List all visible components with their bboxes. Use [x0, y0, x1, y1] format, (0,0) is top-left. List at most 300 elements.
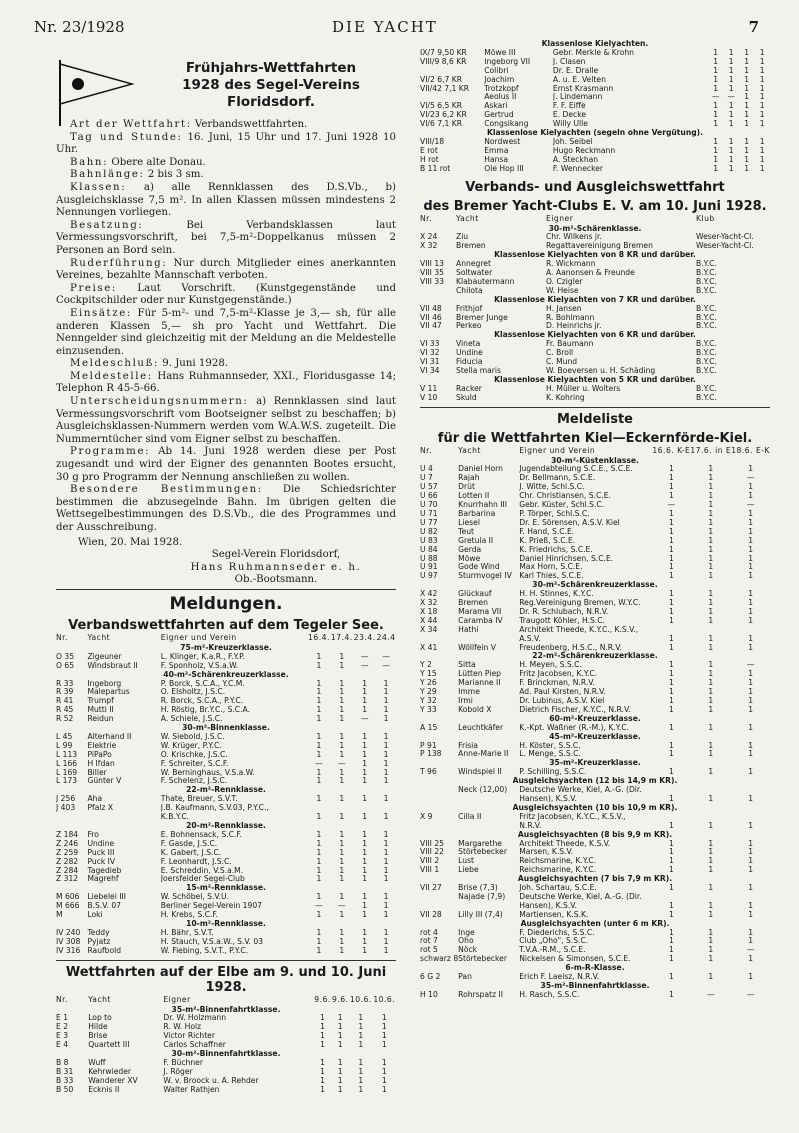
- owner-club: Karl Thies, S.C.E.: [519, 572, 584, 581]
- table-row: [56, 1032, 396, 1041]
- class-heading: Klassenlose Kielyachten von 8 KR und darüber.: [494, 251, 696, 260]
- race-entry: [731, 626, 770, 635]
- race-entry: —: [706, 990, 715, 999]
- race-entry: [690, 626, 731, 635]
- announcement-paragraph: Unterscheidungsnummern: a) Rennklassen sind laut Vermessungsvorschrift vom Bootseigner selbst zu beschaffen; b) Ausgleichsklassen-Nummern werden vom W.A.W.S. zugeteilt. Die Nummerntücher sind vom Eigner selbst zu beschaffen.: [56, 396, 396, 445]
- owner-club: J. Röger: [163, 1067, 193, 1076]
- race-entry: 1: [362, 768, 368, 777]
- race-entry: 1: [668, 527, 674, 536]
- announcement-paragraph: Besatzung: Bei Verbandsklassen laut Vermessungsvorschrift, bei 7,5-m²-Doppelkanus müssen 2 Personen an Bord sein.: [56, 219, 396, 256]
- race-entry: —: [315, 759, 323, 768]
- yacht-name: Windspiel II: [458, 768, 502, 777]
- owner-club: Dr. E. Sörensen, A.S.V. Kiel: [519, 518, 620, 527]
- yacht-name: Undine: [456, 349, 483, 358]
- column-header: Yacht: [87, 633, 111, 642]
- sail-number: VI/5 6,5 KR: [420, 102, 462, 111]
- yacht-name: Neck (12,00): [458, 786, 508, 795]
- yacht-name: Nordwest: [484, 137, 521, 146]
- yacht-name: Quartett III: [88, 1041, 130, 1050]
- race-entry: [731, 786, 770, 795]
- race-entry: 1: [744, 102, 750, 111]
- club: Weser-Yacht-Cl.: [696, 242, 754, 251]
- table-header-row: [420, 215, 770, 225]
- table-row: [420, 572, 770, 581]
- owner-club: R. W. Holz: [163, 1023, 202, 1032]
- table-row: [56, 751, 396, 760]
- race-entry: 1: [748, 901, 754, 910]
- yacht-name: Teut: [458, 527, 474, 536]
- sail-number: U 88: [420, 554, 438, 563]
- race-entry: 1: [748, 839, 754, 848]
- table-row: [56, 911, 396, 920]
- race-entry: 1: [383, 777, 389, 786]
- table-row: [420, 322, 770, 331]
- race-entry: 1: [339, 732, 345, 741]
- race-entry: 1: [358, 1014, 364, 1023]
- yacht-name: Caramba IV: [458, 616, 503, 625]
- table-row: [420, 340, 770, 349]
- sail-number: rot 5: [420, 946, 438, 955]
- yacht-name: Liesel: [458, 518, 480, 527]
- yacht-name: Aha: [87, 795, 103, 804]
- race-entry: 1: [708, 634, 714, 643]
- race-entry: 1: [383, 937, 389, 946]
- table-row: [56, 804, 396, 813]
- owner-club: F. Brinckman, N.R.V.: [519, 679, 595, 688]
- yacht-name: Congsikang: [484, 120, 529, 129]
- column-header: 16.6. K-E: [652, 446, 691, 455]
- sail-number: X 34: [420, 625, 438, 634]
- race-entry: [376, 804, 396, 813]
- owner-club: K.B.Y.C.: [160, 813, 190, 822]
- column-header: Klub: [696, 214, 715, 223]
- yacht-name: Undine: [87, 839, 115, 848]
- club: B.Y.C.: [696, 349, 717, 358]
- owner-club: H. Stauch, V.S.a.W., S.V. 03: [160, 937, 264, 946]
- sail-number: VIII/9 8,6 KR: [420, 57, 467, 66]
- owner-club: F. F. Eiffe: [552, 102, 586, 111]
- race-entry: 1: [316, 893, 322, 902]
- race-entry: 1: [759, 84, 765, 93]
- class-heading-row: [420, 296, 770, 305]
- yacht-name: Glückauf: [458, 590, 492, 599]
- class-heading-row: [420, 40, 770, 49]
- sail-number: VIII/18: [420, 137, 445, 146]
- yacht-name: Lotten II: [458, 492, 490, 501]
- race-entry: 1: [748, 750, 754, 759]
- race-entry: 1: [668, 973, 674, 982]
- yacht-name: Soltwater: [456, 269, 493, 278]
- race-entry: 1: [713, 57, 719, 66]
- race-entry: 1: [316, 839, 322, 848]
- owner-club: K. Gabert, J.S.C.: [160, 848, 222, 857]
- yacht-name: Ingeborg VII: [484, 57, 531, 66]
- yacht-name: Fro: [87, 830, 99, 839]
- race-entry: 1: [708, 607, 714, 616]
- yacht-name: H Ifdan: [87, 759, 115, 768]
- sail-number: P 138: [420, 750, 442, 759]
- sail-number: R 41: [56, 697, 74, 706]
- sail-number: B 11 rot: [420, 164, 451, 173]
- yacht-name: PiPaPo: [87, 750, 112, 759]
- article-title: Frühjahrs-Wettfahrten: [185, 60, 357, 76]
- race-entry: 1: [668, 697, 674, 705]
- table-row: [420, 991, 770, 1000]
- race-entry: —: [338, 759, 346, 768]
- race-entry: 1: [708, 697, 714, 705]
- yacht-name: Magrehf: [87, 875, 119, 884]
- table-row: [420, 138, 770, 147]
- yacht-name: Alterhand II: [87, 732, 132, 741]
- sail-number: schwarz 8: [420, 955, 459, 964]
- class-heading: 10-m²-Rennklasse.: [186, 919, 266, 928]
- table-row: [420, 102, 770, 111]
- owner-club: Dr. Lubinus, A.S.V. Kiel: [519, 697, 605, 705]
- race-entry: 1: [383, 866, 389, 875]
- table-row: [420, 893, 770, 902]
- club: B.Y.C.: [696, 313, 717, 322]
- table-row: [56, 1023, 396, 1032]
- owner-club: W. Siebold, J.S.C.: [160, 732, 225, 741]
- race-entry: 1: [708, 670, 714, 679]
- class-heading: 60-m²-Kreuzerklasse.: [549, 714, 641, 723]
- owner-club: F. Büchner: [163, 1058, 203, 1067]
- table-row: [420, 857, 770, 866]
- race-entry: 1: [708, 527, 714, 536]
- race-entry: 1: [362, 732, 368, 741]
- race-entry: 1: [362, 750, 368, 759]
- yacht-name: Brise: [88, 1032, 108, 1041]
- sail-number: M 666: [56, 902, 80, 911]
- race-entry: 1: [381, 1032, 387, 1041]
- club: B.Y.C.: [696, 277, 717, 286]
- owner-club: Dr. R. Schlubach, N.R.V.: [519, 607, 609, 616]
- yacht-name: Skuld: [456, 393, 477, 402]
- race-entry: 1: [748, 955, 754, 964]
- table-row: [420, 156, 770, 165]
- race-entry: 1: [668, 518, 674, 527]
- race-entry: 1: [362, 759, 368, 768]
- race-entry: 1: [362, 830, 368, 839]
- race-entry: 1: [362, 688, 368, 697]
- yacht-name: B.S.V. 07: [87, 902, 122, 911]
- table-row: [56, 1041, 396, 1050]
- race-entry: 1: [668, 572, 674, 581]
- table-row: [420, 555, 770, 564]
- table-header-row: [420, 447, 770, 457]
- owner-club: Gebr. Merkle & Krohn: [552, 48, 634, 57]
- sail-number: X 9: [420, 812, 433, 821]
- class-heading: 15-m²-Rennklasse.: [186, 884, 266, 893]
- race-entry: 1: [713, 146, 719, 155]
- race-entry: 1: [748, 509, 754, 518]
- owner-club: Willy Ulle: [552, 120, 588, 129]
- race-entry: [731, 813, 770, 822]
- signature-name: Hans Ruhmannseder e. h.: [190, 561, 362, 573]
- yacht-name: Bremen: [458, 599, 488, 608]
- owner-club: J. Clasen: [552, 57, 586, 66]
- column-header: Yacht: [88, 995, 111, 1004]
- table-row: [420, 519, 770, 528]
- sail-number: X 32: [420, 599, 438, 608]
- sail-number: Z 184: [56, 830, 79, 839]
- class-heading: 40-m²-Schärenkreuzerklasse.: [163, 670, 289, 679]
- sail-number: M 606: [56, 893, 80, 902]
- yacht-name: Biller: [87, 768, 107, 777]
- race-entry: —: [746, 501, 755, 510]
- owner-club: Joersfelder Segel-Club: [160, 875, 245, 884]
- owner-club: H. Krebs, S.C.F.: [160, 911, 218, 920]
- table-row: [420, 813, 770, 822]
- race-entry: 1: [337, 1014, 343, 1023]
- race-entry: 1: [744, 137, 750, 146]
- table-row: [56, 831, 396, 840]
- race-entry: 1: [337, 1076, 343, 1085]
- race-entry: 1: [339, 795, 345, 804]
- owner-club: Erich F. Laeisz, N.R.V.: [519, 973, 600, 982]
- table-row: [56, 760, 396, 769]
- race-entry: 1: [748, 616, 754, 625]
- race-entry: 1: [339, 688, 345, 697]
- race-entry: 1: [358, 1023, 364, 1032]
- yacht-name: Lilly III (7,4): [458, 910, 503, 919]
- race-entry: 1: [713, 102, 719, 111]
- sail-number: VII 28: [420, 910, 442, 919]
- race-entry: 1: [759, 93, 765, 102]
- yacht-name: Lust: [458, 857, 475, 866]
- owner-club: A. Steckhan: [552, 155, 599, 164]
- table-row: [420, 501, 770, 510]
- race-entry: 1: [339, 830, 345, 839]
- race-entry: 1: [668, 848, 674, 857]
- table-row: [420, 537, 770, 546]
- sail-number: [420, 902, 458, 911]
- owner-club: J. Lindemann: [552, 93, 603, 102]
- race-entry: 1: [339, 715, 345, 724]
- race-entry: 1: [316, 652, 322, 661]
- yacht-name: Marama VII: [458, 607, 502, 616]
- yacht-name: Raufbold: [87, 946, 122, 955]
- race-entry: 1: [668, 768, 674, 777]
- yacht-name: Gretula II: [458, 536, 494, 545]
- owner-club: R. Bohlmann: [546, 313, 595, 322]
- table-row: [56, 938, 396, 947]
- sail-number: U 70: [420, 501, 438, 510]
- owner-club: N.R.V.: [519, 821, 542, 830]
- yacht-name: Tagedieb: [87, 866, 122, 875]
- race-entry: 1: [320, 1076, 325, 1085]
- sail-number: IX/7 9,50 KR: [420, 48, 467, 57]
- class-heading: 35-m²-Binnenfahrtklasse.: [540, 982, 650, 990]
- race-entry: 1: [748, 768, 754, 777]
- owner-club: P. Borck, S.C.A., Y.C.M.: [160, 679, 245, 688]
- race-entry: 1: [668, 616, 674, 625]
- sail-number: IV 308: [56, 937, 81, 946]
- owner-club: Hansen), K.S.V.: [519, 901, 577, 910]
- table-row: [56, 1059, 396, 1068]
- bremen-entries-table: [420, 215, 770, 403]
- race-entry: 1: [383, 732, 389, 741]
- owner-club: Regattavereinigung Bremen: [546, 242, 653, 251]
- column-header: Eigner: [546, 214, 574, 223]
- race-entry: 1: [383, 679, 389, 688]
- race-entry: 1: [316, 813, 322, 822]
- race-entry: 1: [362, 911, 368, 920]
- column-header: Yacht: [456, 214, 479, 223]
- announcement-paragraph: Programme: Ab 14. Juni 1928 werden diese per Post zugesandt und wird der Eigner des genannten Bootes ersucht, 30 g pro Programm der Nennung anschließen zu wollen.: [56, 446, 396, 483]
- sail-number: U 71: [420, 509, 438, 518]
- race-entry: 1: [708, 661, 714, 670]
- race-entry: 1: [708, 955, 714, 964]
- race-entry: 1: [381, 1076, 387, 1085]
- owner-club: W. v. Broock u. A. Rehder: [163, 1076, 259, 1085]
- sail-number: [420, 67, 484, 76]
- owner-club: Freudenberg, H.S.C., N.R.V.: [519, 643, 622, 652]
- owner-club: Fritz Jacobsen, K.Y.C.: [519, 670, 598, 679]
- race-entry: 1: [668, 679, 674, 688]
- yacht-name: Mutti II: [87, 706, 114, 715]
- race-entry: 1: [748, 643, 754, 652]
- race-entry: 1: [339, 777, 345, 786]
- race-entry: 1: [316, 706, 322, 715]
- race-entry: 1: [708, 946, 714, 955]
- race-entry: 1: [708, 590, 714, 599]
- race-entry: 1: [320, 1041, 325, 1050]
- race-entry: 1: [748, 679, 754, 688]
- class-heading-row: [420, 129, 770, 138]
- race-entry: 1: [713, 66, 719, 75]
- race-entry: 1: [337, 1085, 343, 1094]
- class-heading-row: [420, 804, 770, 813]
- yacht-name: Bremer Junge: [456, 313, 508, 322]
- table-row: [420, 884, 770, 893]
- owner-club: Jugendabteilung S.C.E., S.C.E.: [519, 465, 633, 474]
- race-entry: [308, 804, 331, 813]
- table-row: [420, 786, 770, 795]
- regatta-announcement: [56, 119, 396, 535]
- sail-number: [420, 786, 458, 795]
- column-header: 10.6.: [373, 995, 396, 1004]
- race-entry: 1: [358, 1032, 364, 1041]
- race-entry: 1: [708, 821, 714, 830]
- class-heading: 30-m²-Binnenklasse.: [182, 724, 270, 733]
- sail-number: O 65: [56, 661, 75, 670]
- race-entry: 1: [708, 884, 714, 893]
- owner-club: K. Prieß, S.C.E.: [519, 536, 576, 545]
- class-heading: 75-m²-Kreuzerklasse.: [180, 643, 272, 652]
- club: B.Y.C.: [696, 384, 717, 393]
- table-row: [420, 679, 770, 688]
- yacht-name: Störtebecker: [458, 955, 507, 964]
- right-column: [420, 40, 770, 1000]
- race-entry: —: [746, 661, 755, 670]
- race-entry: 1: [668, 937, 674, 946]
- sail-number: X 24: [420, 233, 438, 242]
- table-row: [420, 147, 770, 156]
- owner-club: P. Schilling, S.S.C.: [519, 768, 587, 777]
- table-row: [420, 349, 770, 358]
- sail-number: U 66: [420, 492, 438, 501]
- table-row: [420, 661, 770, 670]
- race-entry: 1: [728, 164, 734, 173]
- race-entry: 1: [339, 839, 345, 848]
- owner-club: Fritz Jacobsen, K.Y.C., K.S.V.,: [519, 812, 626, 821]
- column-header: Nr.: [56, 633, 69, 642]
- table-row: [420, 617, 770, 626]
- yacht-name: [458, 795, 519, 804]
- race-entry: 1: [708, 518, 714, 527]
- club: B.Y.C.: [696, 340, 717, 349]
- owner-club: L. Klinger, K.a.R., F.Y.P.: [160, 652, 245, 661]
- column-header: Nr.: [420, 214, 433, 223]
- race-entry: 1: [748, 884, 754, 893]
- race-entry: 1: [362, 902, 368, 911]
- yacht-name: Nöck: [458, 946, 478, 955]
- sail-number: VI 31: [420, 358, 440, 367]
- owner-club: Dr. W. Holzmann: [163, 1014, 227, 1023]
- race-entry: [690, 893, 731, 902]
- sail-number: [420, 893, 458, 902]
- class-heading: Klassenlose Kielyachten von 7 KR und darüber.: [494, 295, 696, 304]
- sail-number: E 1: [56, 1014, 69, 1023]
- owner-club: R. Wickmann: [546, 260, 596, 269]
- race-entry: 1: [339, 652, 345, 661]
- race-entry: 1: [728, 102, 734, 111]
- table-row: [56, 902, 396, 911]
- race-entry: 1: [668, 590, 674, 599]
- owner-club: W. Boeversen u. H. Schäding: [546, 367, 656, 375]
- table-row: [56, 1068, 396, 1077]
- yacht-name: Margarethe: [458, 839, 502, 848]
- sail-number: U 97: [420, 572, 438, 581]
- column-header: Nr.: [420, 446, 433, 455]
- class-heading-row: [420, 733, 770, 742]
- owner-club: Architekt Theede, K.Y.C., K.S.V.,: [519, 625, 639, 634]
- race-entry: —: [711, 93, 720, 102]
- race-entry: 1: [339, 857, 345, 866]
- yacht-name: Rajah: [458, 474, 480, 483]
- owner-club: Martiensen, K.S.K.: [519, 910, 589, 919]
- sail-number: U 4: [420, 465, 433, 474]
- owner-club: W. Krüger, P.Y.C.: [160, 741, 222, 750]
- column-header: 18.6. E-K: [731, 446, 770, 455]
- yacht-name: Frisia: [458, 741, 478, 750]
- sail-number: [420, 822, 458, 831]
- owner-club: Daniel Hinrichsen, S.C.E.: [519, 554, 614, 563]
- owner-club: Ad. Paul Kirsten, N.R.V.: [519, 688, 606, 697]
- race-entry: 1: [713, 75, 719, 84]
- yacht-name: Trotzkopf: [484, 84, 519, 93]
- race-entry: 1: [713, 111, 719, 120]
- sail-number: M: [56, 911, 63, 920]
- bremen-title-1: Verbands- und Ausgleichswettfahrt: [465, 179, 725, 195]
- sail-number: X 18: [420, 607, 438, 616]
- race-entry: 1: [339, 875, 345, 884]
- yacht-name: Oho: [458, 937, 474, 946]
- sail-number: X 42: [420, 590, 438, 599]
- owner-club: Chr. Wilkens jr.: [546, 233, 602, 242]
- class-heading: 22-m²-Schärenkreuzerklasse.: [532, 652, 658, 661]
- owner-club: Ernst Krasmann: [552, 84, 614, 93]
- race-entry: 1: [339, 848, 345, 857]
- yacht-name: Windsbraut II: [87, 661, 138, 670]
- table-row: [420, 911, 770, 920]
- announcement-paragraph: Meldeschluß: 9. Juni 1928.: [70, 358, 229, 370]
- yacht-name: Liebe: [458, 866, 479, 875]
- owner-club: J. Witte, Schl.S.C.: [519, 483, 585, 492]
- race-entry: 1: [362, 928, 368, 937]
- table-row: [420, 670, 770, 679]
